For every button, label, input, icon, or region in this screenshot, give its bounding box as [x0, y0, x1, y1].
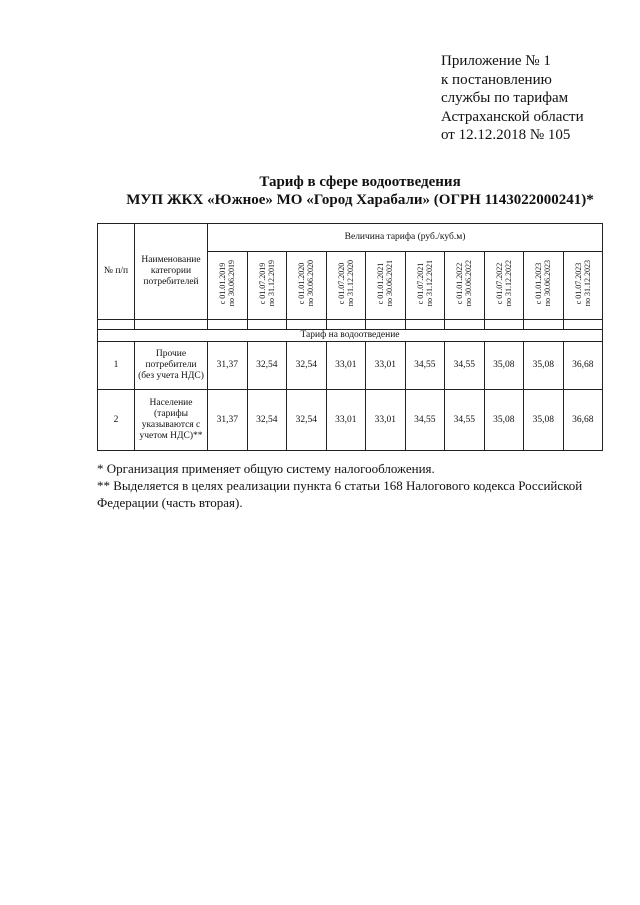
- value-cell: 34,55: [405, 390, 445, 451]
- table-row: [98, 342, 603, 390]
- period-cell: с 01.01.2022 по 30.06.2022: [445, 252, 485, 320]
- period-cell: с 01.01.2021 по 30.06.2021: [366, 252, 406, 320]
- value-cell: 31,37: [208, 342, 248, 390]
- document-subtitle: МУП ЖКХ «Южное» МО «Город Харабали» (ОГРН 1143022000241)*: [126, 192, 594, 208]
- appendix-line: Астраханской области: [441, 108, 584, 125]
- value-cell: 32,54: [247, 390, 287, 451]
- tariff-table: [97, 223, 603, 451]
- value-cell: 35,08: [484, 342, 524, 390]
- table-header-row: [98, 224, 603, 252]
- period-cell: с 01.07.2022 по 31.12.2022: [484, 252, 524, 320]
- value-cell: 36,68: [563, 342, 603, 390]
- value-cell: 36,68: [563, 390, 603, 451]
- appendix-line: к постановлению: [441, 71, 552, 88]
- value-cell: 34,55: [405, 342, 445, 390]
- value-cell: 35,08: [524, 390, 564, 451]
- spacer-row: [98, 320, 603, 330]
- value-cell: 33,01: [366, 390, 406, 451]
- section-label: Тариф на водоотведение: [98, 330, 603, 342]
- period-cell: с 01.07.2019 по 31.12.2019: [247, 252, 287, 320]
- value-cell: 34,55: [445, 342, 485, 390]
- period-cell: с 01.01.2019 по 30.06.2019: [208, 252, 248, 320]
- period-cell: с 01.01.2023 по 30.06.2023: [524, 252, 564, 320]
- value-cell: 35,08: [484, 390, 524, 451]
- value-cell: 32,54: [287, 342, 327, 390]
- value-cell: 32,54: [247, 342, 287, 390]
- appendix-block: [441, 52, 621, 145]
- period-cell: с 01.07.2023 по 31.12.2023: [563, 252, 603, 320]
- value-cell: 35,08: [524, 342, 564, 390]
- row-num: 2: [98, 390, 135, 451]
- period-cell: с 01.07.2020 по 31.12.2020: [326, 252, 366, 320]
- appendix-line: службы по тарифам: [441, 90, 569, 106]
- period-cell: с 01.01.2020 по 30.06.2020: [287, 252, 327, 320]
- row-category: Население (тарифы указываются с учетом НДС)**: [135, 390, 208, 451]
- value-cell: 31,37: [208, 390, 248, 451]
- header-category: Наименование категории потребителей: [135, 224, 208, 320]
- appendix-line: Приложение № 1: [441, 53, 551, 69]
- value-cell: 32,54: [287, 390, 327, 451]
- value-cell: 33,01: [326, 390, 366, 451]
- header-tariff: Величина тарифа (руб./куб.м): [208, 224, 603, 252]
- section-row: [98, 330, 603, 342]
- footnote-vat: ** Выделяется в целях реализации пункта 6 статьи 168 Налогового кодекса Российской Федерации (часть вторая).: [97, 478, 583, 510]
- table-row: [98, 390, 603, 451]
- document-title: Тариф в сфере водоотведения: [259, 174, 461, 190]
- appendix-line: от 12.12.2018 № 105: [441, 127, 571, 143]
- row-category: Прочие потребители (без учета НДС): [135, 342, 208, 390]
- footnote-tax-system: * Организация применяет общую систему налогообложения.: [97, 461, 435, 476]
- value-cell: 33,01: [366, 342, 406, 390]
- value-cell: 33,01: [326, 342, 366, 390]
- row-num: 1: [98, 342, 135, 390]
- header-num: № п/п: [98, 224, 135, 320]
- value-cell: 34,55: [445, 390, 485, 451]
- footnotes: [97, 460, 607, 511]
- period-cell: с 01.07.2021 по 31.12.2021: [405, 252, 445, 320]
